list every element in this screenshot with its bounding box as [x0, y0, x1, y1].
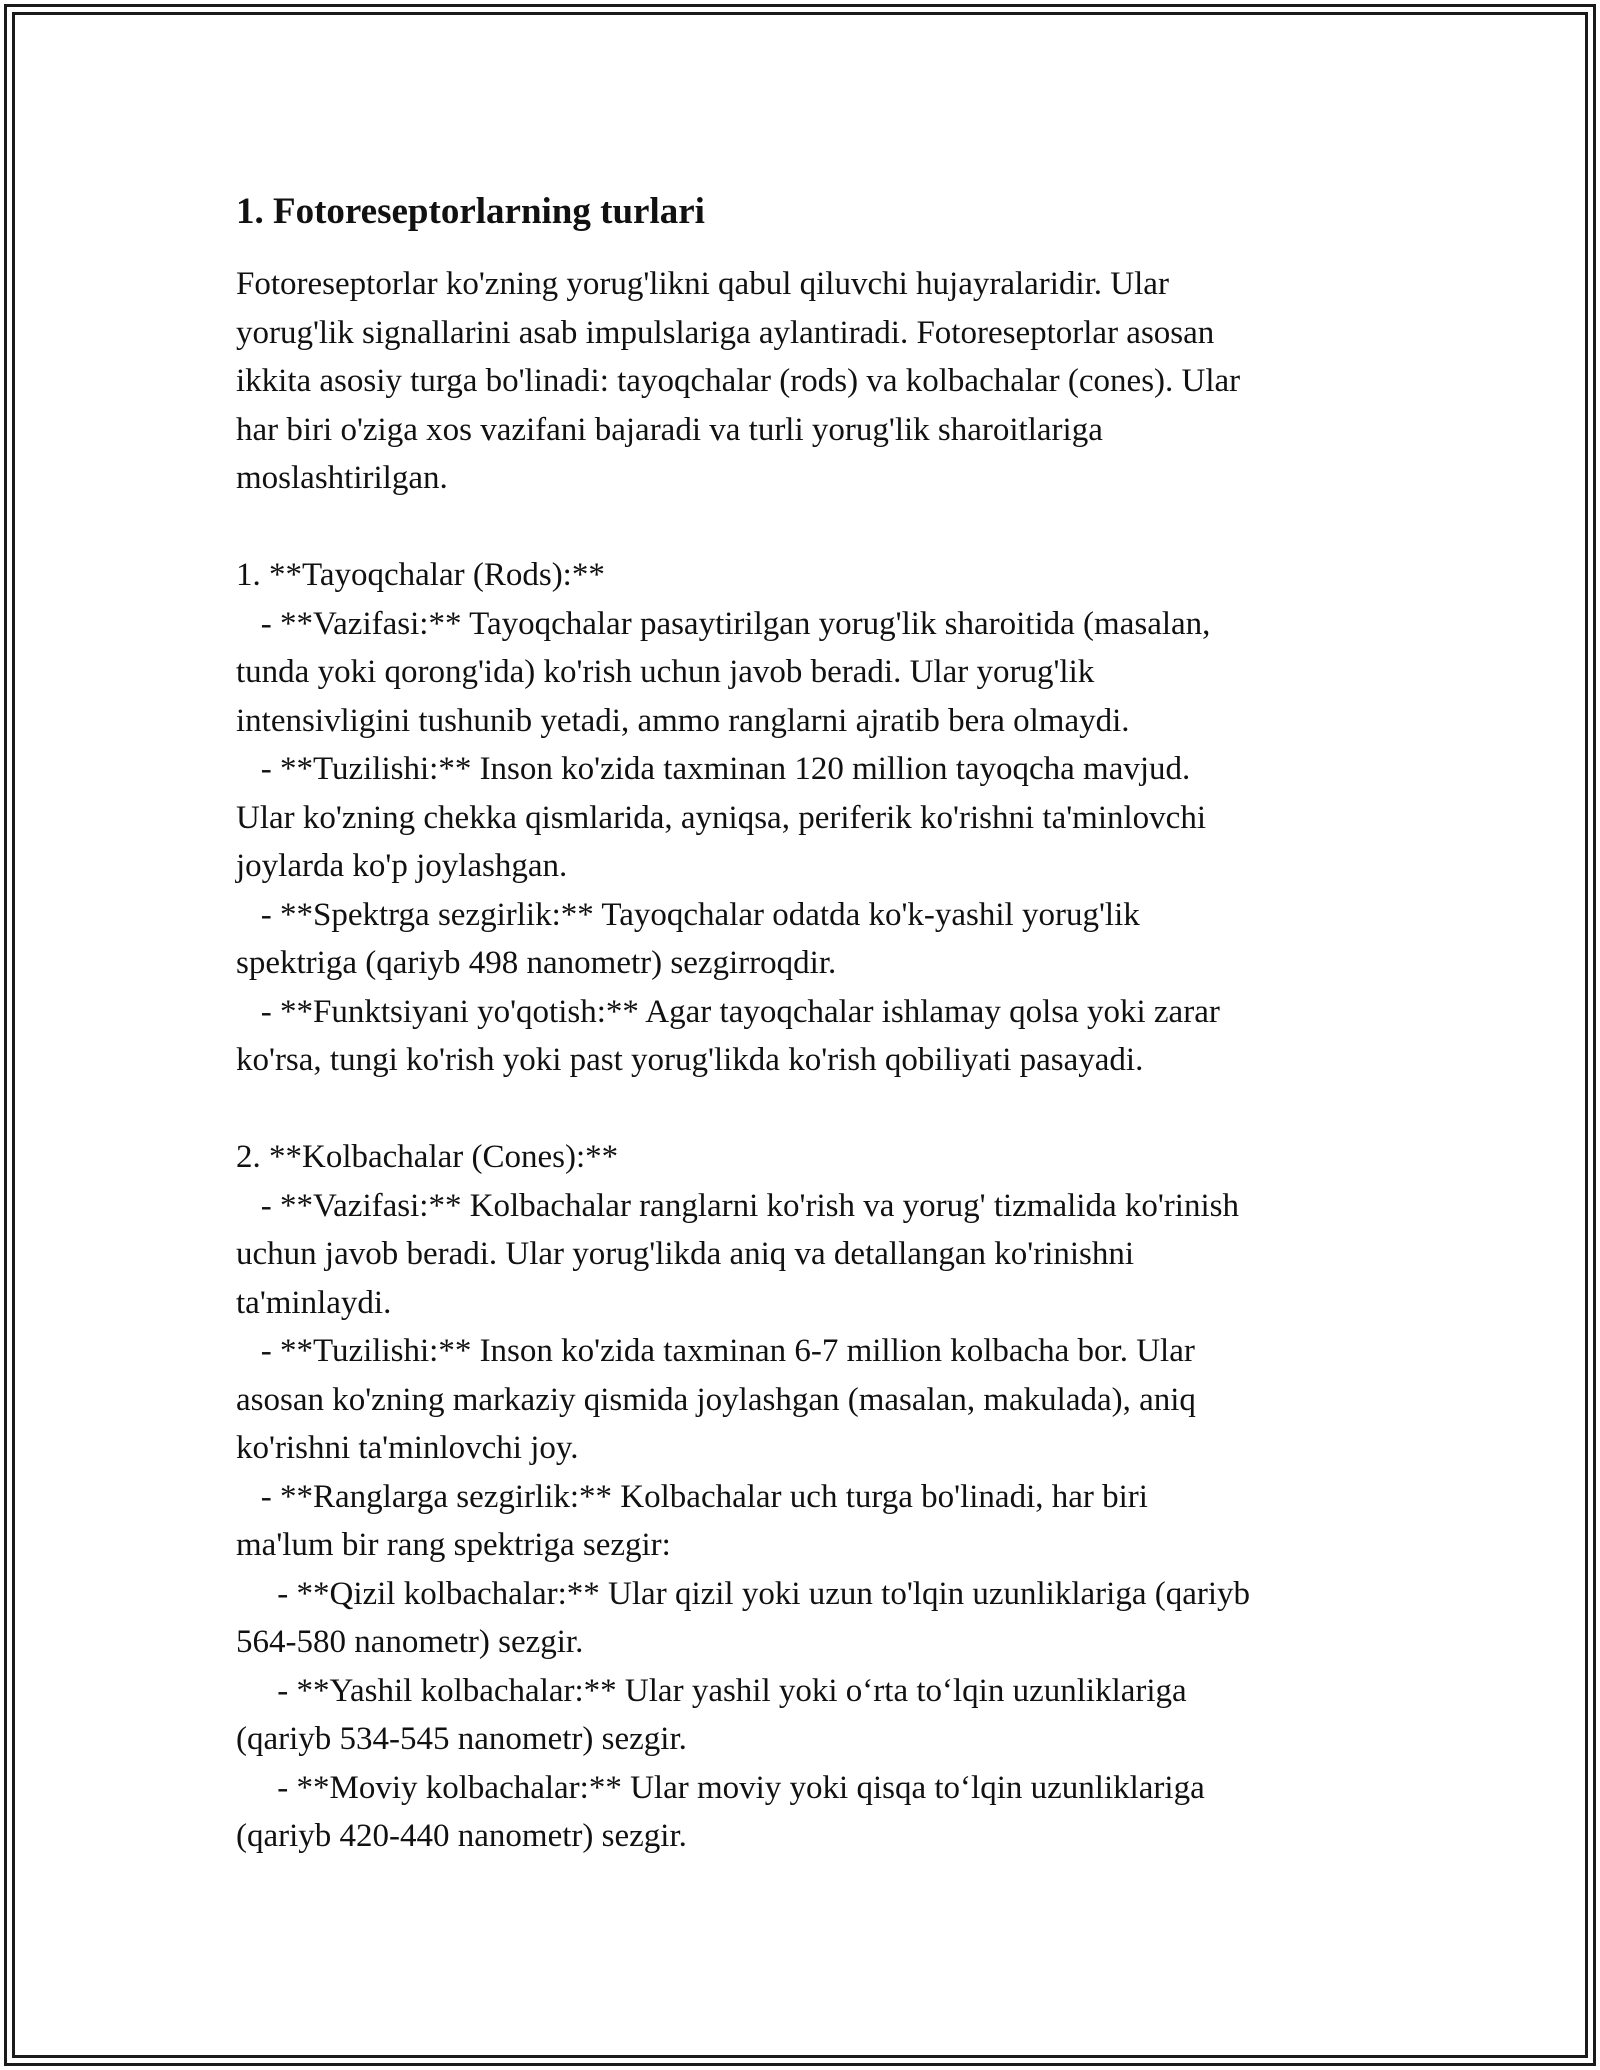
text-line: ikkita asosiy turga bo'linadi: tayoqchalar (rods) va kolbachalar (cones). Ular — [236, 363, 1241, 399]
text-line: joylarda ko'p joylashgan. — [236, 848, 568, 884]
text-line: 564-580 nanometr) sezgir. — [236, 1624, 584, 1660]
text-line: asosan ko'zning markaziy qismida joylashgan (masalan, makulada), aniq — [236, 1381, 1196, 1418]
text-line: - **Moviy kolbachalar:** Ular moviy yoki qisqa to‘lqin uzunliklariga — [236, 1769, 1205, 1806]
text-line: 2. **Kolbachalar (Cones):** — [236, 1139, 619, 1175]
text-line: - **Spektrga sezgirlik:** Tayoqchalar odatda ko'k-yashil yorug'lik — [236, 896, 1140, 933]
text-line: ko'rishni ta'minlovchi joy. — [236, 1430, 579, 1466]
text-line: uchun javob beradi. Ular yorug'likda aniq va detallangan ko'rinishni — [236, 1236, 1135, 1272]
text-line: moslashtirilgan. — [236, 460, 448, 496]
section-heading: 1. Fotoreseptorlarning turlari — [236, 191, 705, 232]
text-line: - **Vazifasi:** Kolbachalar ranglarni ko'rish va yorug' tizmalida ko'rinish — [236, 1187, 1239, 1224]
text-line: Fotoreseptorlar ko'zning yorug'likni qabul qiluvchi hujayralaridir. Ular — [236, 266, 1169, 302]
blank-line — [236, 1085, 1366, 1134]
text-line: - **Funktsiyani yo'qotish:** Agar tayoqchalar ishlamay qolsa yoki zarar — [236, 993, 1220, 1030]
text-line: - **Yashil kolbachalar:** Ular yashil yoki o‘rta to‘lqin uzunliklariga — [236, 1672, 1187, 1709]
text-line: ma'lum bir rang spektriga sezgir: — [236, 1527, 671, 1563]
text-line: - **Ranglarga sezgirlik:** Kolbachalar uch turga bo'linadi, har biri — [236, 1478, 1148, 1515]
text-line: tunda yoki qorong'ida) ko'rish uchun javob beradi. Ular yorug'lik — [236, 654, 1095, 690]
text-line: (qariyb 534-545 nanometr) sezgir. — [236, 1721, 687, 1757]
text-line: ko'rsa, tungi ko'rish yoki past yorug'likda ko'rish qobiliyati pasayadi. — [236, 1042, 1144, 1078]
text-line: - **Vazifasi:** Tayoqchalar pasaytirilgan yorug'lik sharoitida (masalan, — [236, 605, 1211, 642]
text-line: 1. **Tayoqchalar (Rods):** — [236, 557, 605, 593]
text-line: intensivligini tushunib yetadi, ammo ranglarni ajratib bera olmaydi. — [236, 702, 1130, 739]
text-line: - **Qizil kolbachalar:** Ular qizil yoki uzun to'lqin uzunliklariga (qariyb — [236, 1575, 1251, 1612]
blank-line — [236, 503, 1366, 552]
text-line: yorug'lik signallarini asab impulslariga aylantiradi. Fotoreseptorlar asosan — [236, 314, 1215, 351]
text-lines — [236, 260, 1366, 1861]
text-line: (qariyb 420-440 nanometr) sezgir. — [236, 1818, 687, 1854]
text-line: - **Tuzilishi:** Inson ko'zida taxminan 120 million tayoqcha mavjud. — [236, 751, 1191, 787]
text-line: - **Tuzilishi:** Inson ko'zida taxminan 6-7 million kolbacha bor. Ular — [236, 1333, 1195, 1369]
text-line: ta'minlaydi. — [236, 1284, 392, 1321]
document-body — [236, 188, 1366, 1861]
text-line: spektriga (qariyb 498 nanometr) sezgirroqdir. — [236, 945, 837, 981]
text-line: har biri o'ziga xos vazifani bajaradi va turli yorug'lik sharoitlariga — [236, 411, 1103, 448]
text-line: Ular ko'zning chekka qismlarida, ayniqsa, periferik ko'rishni ta'minlovchi — [236, 799, 1206, 836]
